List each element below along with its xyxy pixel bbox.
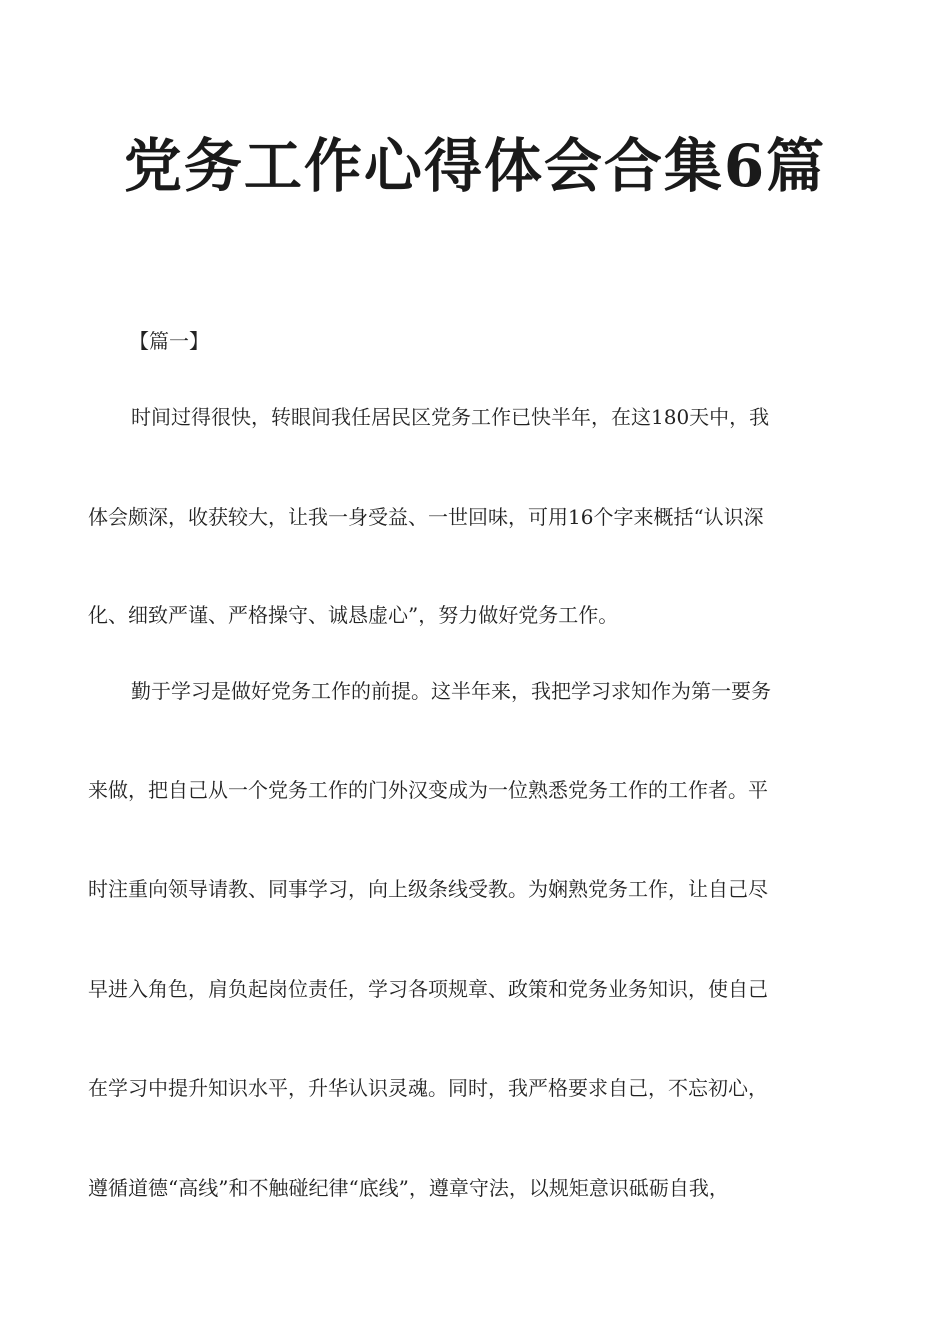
paragraph-line: 早进入角色，肩负起岗位责任，学习各项规章、政策和党务业务知识，使自己 bbox=[88, 977, 768, 1001]
paragraph-line: 遵循道德“高线”和不触碰纪律“底线”，遵章守法，以规矩意识砥砺自我， bbox=[88, 1176, 729, 1200]
paragraph-line: 体会颇深，收获较大，让我一身受益、一世回味，可用16个字来概括“认识深 bbox=[88, 505, 764, 529]
section-label: 【篇一】 bbox=[129, 329, 209, 353]
paragraph-line: 在学习中提升知识水平，升华认识灵魂。同时，我严格要求自己，不忘初心， bbox=[88, 1076, 768, 1100]
paragraph-line: 化、细致严谨、严格操守、诚恳虚心”，努力做好党务工作。 bbox=[88, 603, 619, 627]
document-title: 党务工作心得体会合集6篇 bbox=[123, 132, 827, 200]
paragraph-line: 时注重向领导请教、同事学习，向上级条线受教。为娴熟党务工作，让自己尽 bbox=[88, 877, 768, 901]
paragraph-line: 时间过得很快，转眼间我任居民区党务工作已快半年，在这180天中，我 bbox=[131, 405, 770, 429]
paragraph-line: 勤于学习是做好党务工作的前提。这半年来，我把学习求知作为第一要务 bbox=[131, 679, 771, 703]
paragraph-line: 来做，把自己从一个党务工作的门外汉变成为一位熟悉党务工作的工作者。平 bbox=[88, 778, 768, 802]
